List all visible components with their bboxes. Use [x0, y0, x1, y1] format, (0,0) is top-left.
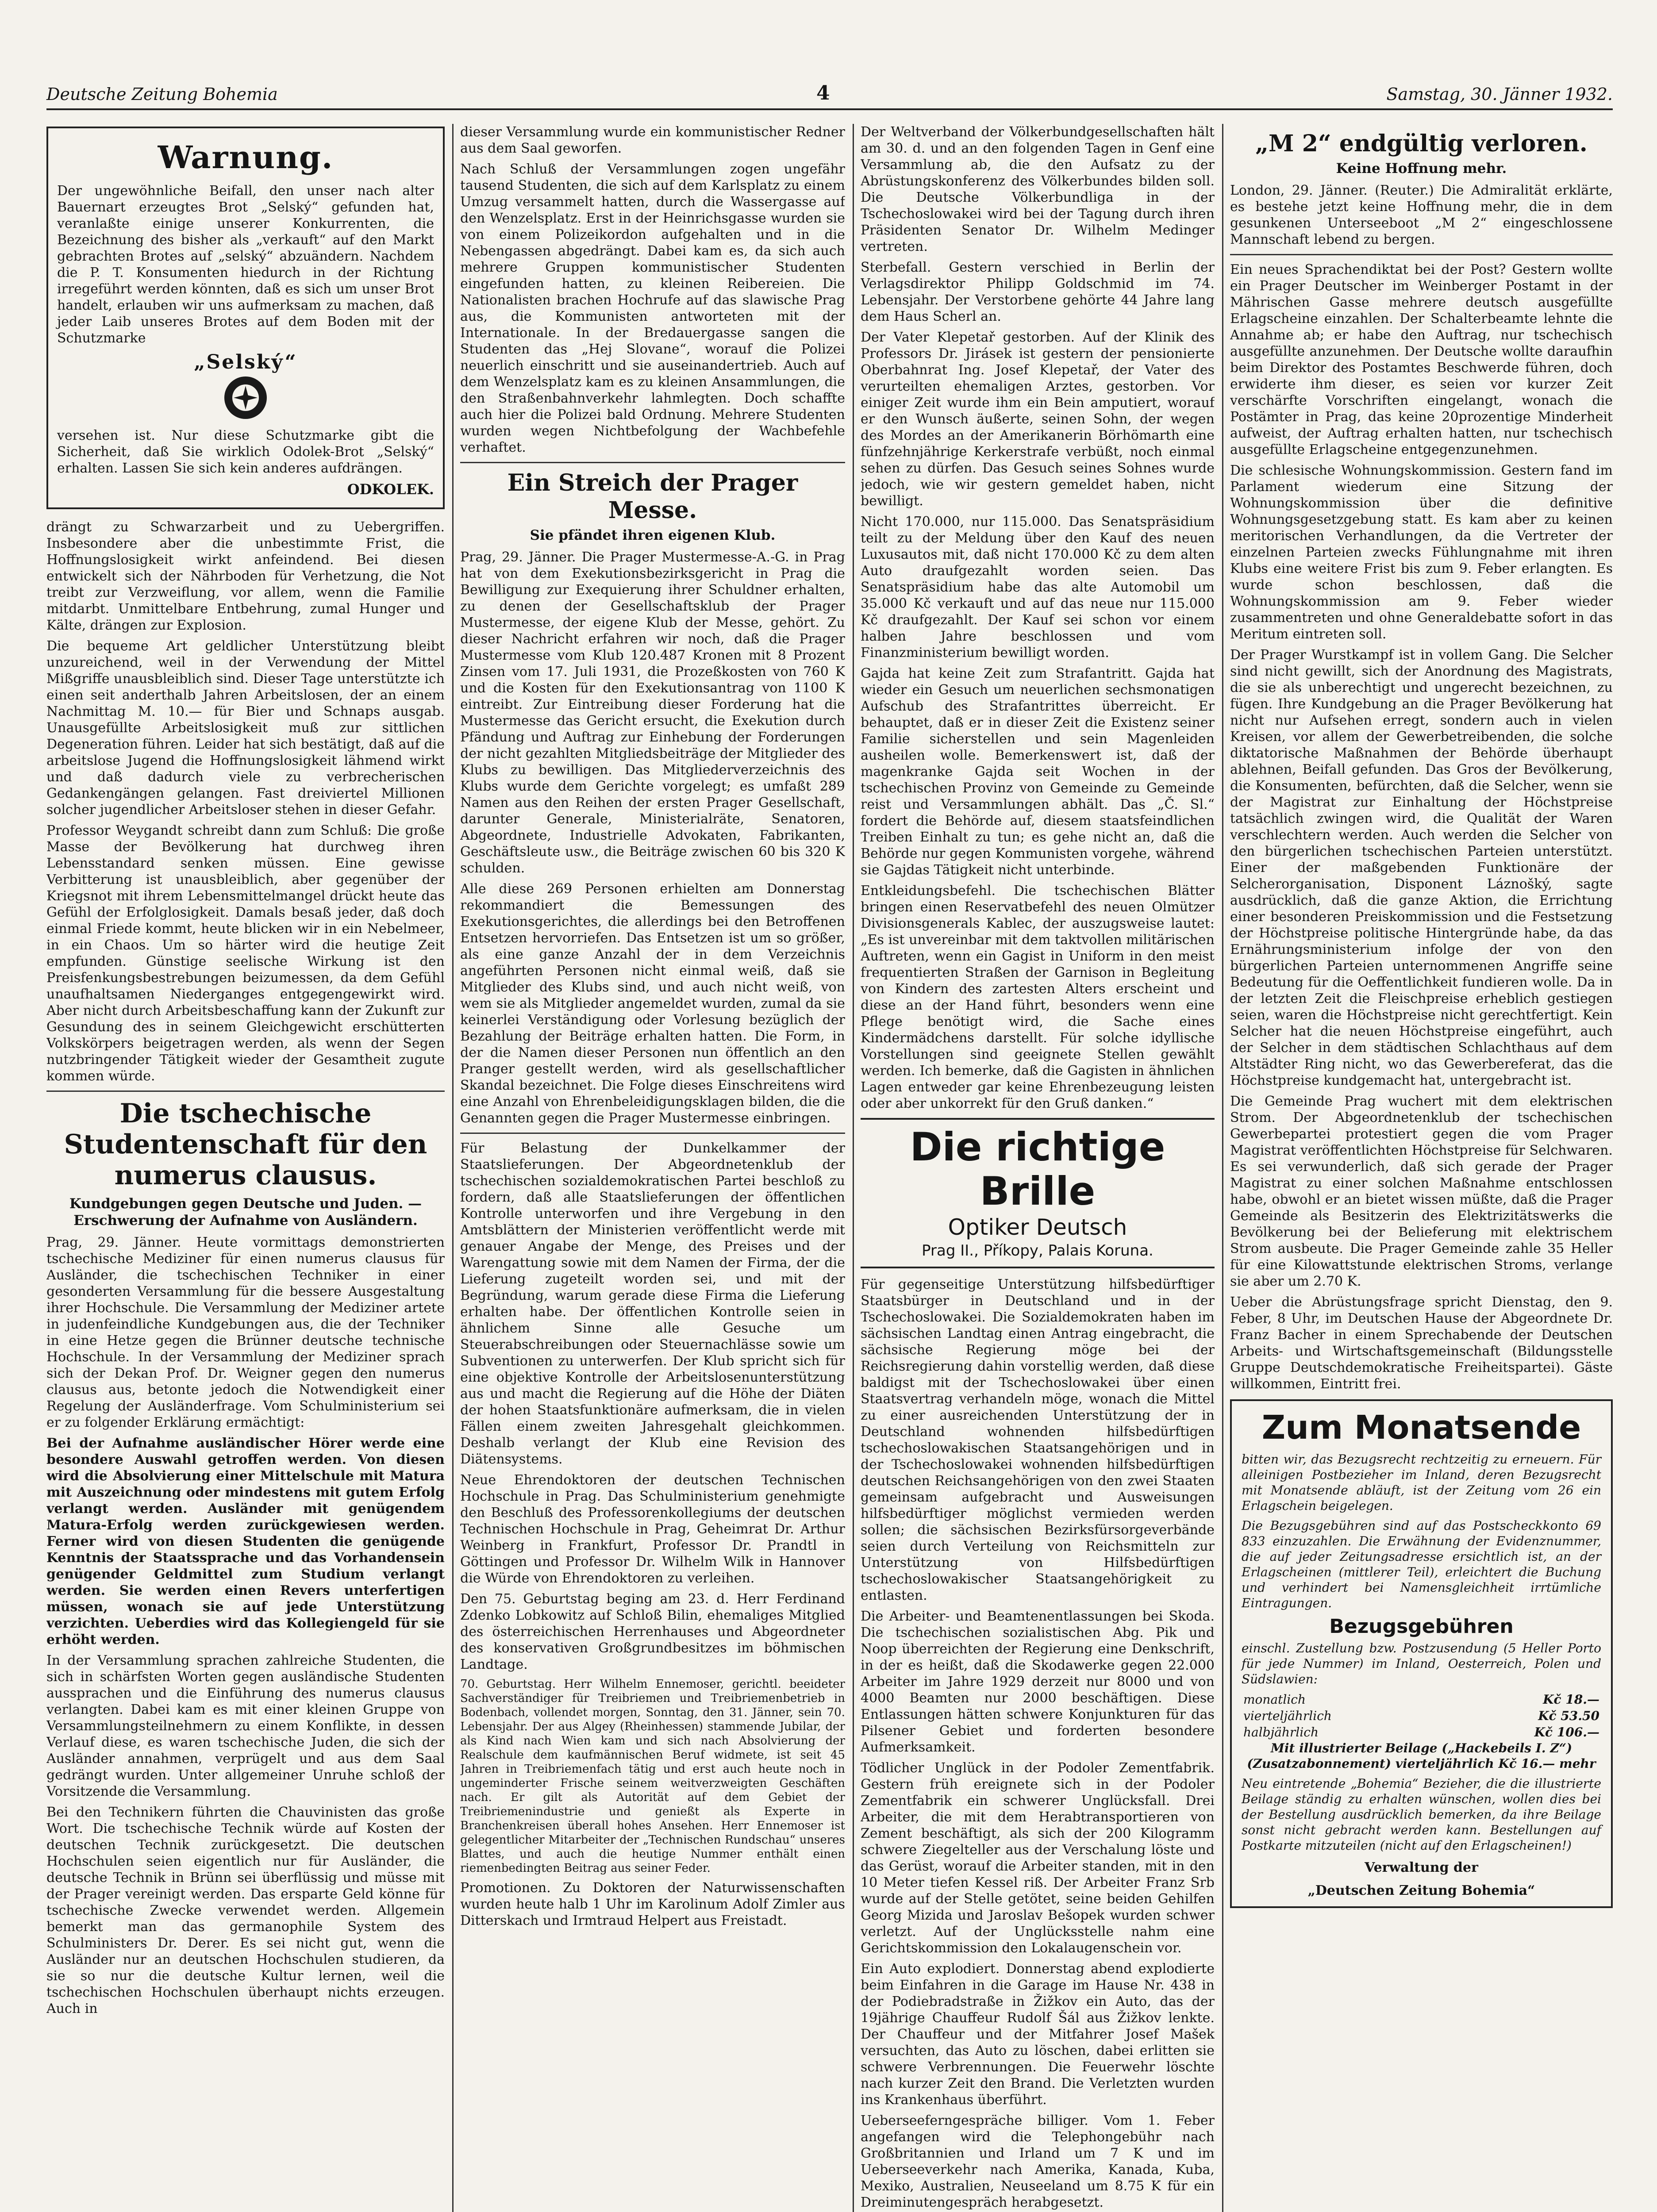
selsky-logo	[57, 351, 434, 424]
article-paragraph: drängt zu Schwarzarbeit und zu Uebergriffen. Insbesondere aber die unbestimmte Frist, die Hoffnungslosigkeit wirkt anfeindend. Bei diesen entwickelt sich der Nährboden für Verhetzung, die Not treibt zur Verzweiflung, vor allem, wenn die Familie mitdarbt. Unmittelbare Entbehrung, zumal Hunger und Kälte, drängen zur Explosion.	[46, 519, 445, 633]
headline-m2: „M 2“ endgültig verloren.	[1255, 130, 1588, 157]
column-2	[460, 124, 845, 2212]
optiker-advertisement	[861, 1118, 1215, 1268]
article-paragraph: London, 29. Jänner. (Reuter.) Die Admiralität erklärte, es bestehe jetzt keine Hoffnung mehr, die in dem gesunkenen Unterseeboot „M 2“ eingeschlossene Mannschaft lebend zu bergen.	[1230, 183, 1613, 247]
article-paragraph: Ueber die Abrüstungsfrage spricht Dienstag, den 9. Feber, 8 Uhr, im Deutschen Hause der Abgeordnete Dr. Franz Bacher in einem Sprechabende der Deutschen Arbeits- und Wirtschaftsgemeinschaft (Bildungsstelle Gruppe Deutschdemokratische Freiheitspartei). Gäste willkommen, Eintritt frei.	[1230, 1294, 1613, 1392]
issue-date: Samstag, 30. Jänner 1932.	[1386, 84, 1613, 104]
fees-title: Bezugsgebühren	[1329, 1615, 1514, 1638]
article-paragraph: Prag, 29. Jänner. Die Prager Mustermesse-A.-G. in Prag hat von dem Exekutionsbezirksgericht in Prag die Bewilligung zur Exequierung ihrer Schuldner erhalten, zu denen der Gesellschaftsklub der Prager Mustermesse, der eigene Klub der Messe, gehört. Zu dieser Nachricht erfahren wir noch, daß die Prager Mustermesse vom Klub 120.487 Kronen mit 8 Prozent Zinsen vom 17. Juli 1931, die Prozeßkosten von 760 K und die Kosten für den Exekutionsantrag von 1100 K eintreibt. Zur Eintreibung dieser Forderung hat die Mustermesse das Gericht ersucht, die Exekution durch Pfändung und Auftrag zur Einhebung der Forderungen der nicht gezahlten Mitgliedsbeiträge der Mitglieder des Klubs zu bewilligen. Das Mitgliederverzeichnis des Klubs wurde dem Gerichte vorgelegt; es umfaßt 289 Namen aus den Reihen der ersten Prager Gesellschaft, darunter Generale, Ministerialräte, Senatoren, Abgeordnete, Industrielle Advokaten, Fabrikanten, Geschäftsleute usw., die Beiträge zwischen 60 bis 320 K schulden.	[460, 549, 845, 876]
article-divider	[1230, 254, 1613, 255]
publisher-signature-line-2: „Deutschen Zeitung Bohemia“	[1307, 1883, 1535, 1898]
subscription-notice	[1230, 1399, 1613, 1908]
fee-value: Kč 53.50	[1538, 1709, 1599, 1723]
article-paragraph: Die bequeme Art geldlicher Unterstützung bleibt unzureichend, weil in der Verwendung der Mittel Mißgriffe unausbleiblich sind. Dieser Tage unterstützte ich einen seit anderthalb Jahren Arbeitslosen, der an einem Nachmittag M. 10.— für Bier und Schnaps ausgab. Unausgefüllte Arbeitslosigkeit muß zur sittlichen Degeneration führen. Leider hat sich bestätigt, daß auf die arbeitslose Jugend die Hoffnungslosigkeit lähmend wirkt und daß dadurch viele zu verbrecherischen Gedankengängen gelangen. Fast dreiviertel Millionen solcher jugendlicher Arbeitsloser stehen in dieser Gefahr.	[46, 638, 445, 818]
article-paragraph: Ein Auto explodiert. Donnerstag abend explodierte beim Einfahren in die Garage im Hause Nr. 438 in der Podiebradstraße in Žižkov ein Auto, das der 19jährige Chauffeur Rudolf Šál aus Žižkov lenkte. Der Chauffeur und der Mitfahrer Josef Mašek versuchten, das Auto zu löschen, dabei erlitten sie schwere Verbrennungen. Die Feuerwehr löschte nach kurzer Zeit den Brand. Die Verletzten wurden ins Krankenhaus überführt.	[861, 1961, 1215, 2108]
fee-label: monatlich	[1243, 1692, 1306, 1707]
masthead	[46, 82, 1613, 110]
column-rule	[452, 124, 454, 2212]
article-paragraph: Entkleidungsbefehl. Die tschechischen Blätter bringen einen Reservatbefehl des neuen Olmützer Divisionsgenerals Kablec, der auszugsweise lautet: „Es ist unvereinbar mit dem taktvollen militärischen Auftreten, wenn ein Gagist in Uniform in den meist frequentierten Straßen der Garnison in Begleitung von Kindern des zartesten Alters erscheint und diese an der Hand führt, besonders wenn eine Pflege benötigt wird, die Sache eines Kindermädchens darstellt. Für solche idyllische Vorstellungen sind geeignete Stellen gewählt werden. Ich bemerke, daß die Gagisten in ähnlichen Lagen entweder gar keine Ehrenbezeugung leisten oder aber unkorrekt für den Gruß danken.“	[861, 883, 1215, 1111]
subheadline-students: Kundgebungen gegen Deutsche und Juden. — Erschwerung der Aufnahme von Ausländern.	[69, 1196, 422, 1229]
warning-text: Der ungewöhnliche Beifall, den unser nach alter Bauernart erzeugtes Brot „Selský“ gefunden hat, veranlaßte einige unserer Konkurrenten, die Bezeichnung des bisher als „verkauft“ auf den Markt gebrachten Brotes auf „selský“ abzuändern. Nachdem die P. T. Konsumenten hiedurch in der Richtung irregeführt werden könnten, daß es sich um unser Brot handelt, erlauben wir uns aufmerksam zu machen, daß jeder Laib unseres Brotes auf dem Boden mit der Schutzmarke	[57, 183, 434, 346]
table-row	[1242, 1708, 1601, 1724]
article-paragraph: Bei der Aufnahme ausländischer Hörer werde eine besondere Auswahl getroffen werden. Von diesen wird die Absolvierung einer Mittelschule mit Matura mit Auszeichnung oder mindestens mit gutem Erfolg verlangt werden. Ausländer mit genügendem Matura-Erfolg werden zurückgewiesen werden. Ferner wird von diesen Studenten die genügende Kenntnis der Staatssprache und das Vorhandensein genügender Geldmittel zum Studium verlangt werden. Sie werden einen Revers unterfertigen müssen, wonach sie auf jede Unterstützung verzichten. Ueberdies wird das Kollegiengeld für sie erhöht werden.	[46, 1436, 445, 1647]
article-paragraph: Gajda hat keine Zeit zum Strafantritt. Gajda hat wieder ein Gesuch um neuerlichen sechsmonatigen Aufschub des Strafantrittes überreicht. Er behauptet, daß er in dieser Zeit die Existenz seiner Familie sicherstellen und sein Magenleiden ausheilen wolle. Bemerkenswert ist, daß der magenkranke Gajda seit Wochen in der tschechischen Provinz von Gemeinde zu Gemeinde reist und Versammlungen abhält. Das „Č. Sl.“ fordert die Behörde auf, diesem staatsfeindlichen Treiben Einhalt zu tun; es gehe nicht an, daß die Behörde nur gegen Kommunisten vorgehe, während sie Gajdas Tätigkeit nicht unterbinde.	[861, 666, 1215, 878]
subscription-title: Zum Monatsende	[1261, 1409, 1581, 1447]
newspaper-name: Deutsche Zeitung Bohemia	[46, 84, 278, 104]
article-paragraph: Bei den Technikern führten die Chauvinisten das große Wort. Die tschechische Technik würde auf Kosten der deutschen Technik zurückgesetzt. Die deutschen Hochschulen seien eigentlich nur für Ausländer, die deutsche Technik in Brünn sei überflüssig und müsse mit der Prager vereinigt werden. Das ersparte Geld könne für tschechische Zwecke verwendet werden. Allgemein bemerkt man das germanophile System des Schulministers Dr. Derer. Es sei nicht gut, wenn die Ausländer nur an deutschen Hochschulen studieren, da sie so nur die deutsche Kultur lernen, weil die tschechischen Hochschulen überhaupt nichts erzeugen. Auch in	[46, 1805, 445, 2016]
article-paragraph: Sterbefall. Gestern verschied in Berlin der Verlagsdirektor Philipp Goldschmid im 74. Lebensjahr. Der Verstorbene gehörte 44 Jahre lang dem Haus Scherl an.	[861, 260, 1215, 324]
subscription-note: Neu eintretende „Bohemia“ Bezieher, die die illustrierte Beilage ständig zu erhalten wünschen, wollen dies bei der Bestellung ausdrücklich bemerken, da ihre Beilage sonst nicht gebracht werden kann. Bestellungen auf Postkarte mitzuteilen (nicht auf den Erlagscheinen!)	[1242, 1776, 1601, 1853]
article-paragraph: Für Belastung der Dunkelkammer der Staatslieferungen. Der Abgeordnetenklub der tschechischen sozialdemokratischen Partei beschloß zu fordern, daß alle Staatslieferungen der öffentlichen Kontrolle unterworfen und ihre Vergebung in den Amtsblättern der Ministerien veröffentlicht werde mit genauer Angabe der Menge, des Preises und der Warengattung sowie mit dem Namen der Firma, der die Lieferung zugeteilt worden sei, und mit der Begründung, warum gerade diese Firma die Lieferung erhalten habe. Der öffentlichen Kontrolle seien in ähnlichem Sinne alle Gesuche um Steuerabschreibungen oder Steuernachlässe sowie um Subventionen zu unterwerfen. Der Klub spricht sich für eine objektive Kontrolle der Arbeitslosenunterstützung aus und macht die Regierung auf die Höhe der Diäten der hohen Staatsfunktionäre aufmerksam, die in vielen Fällen einem zweiten Jahresgehalt gleichkommen. Deshalb verlangt der Klub eine Revision des Diätensystems.	[460, 1141, 845, 1467]
article-paragraph: Prag, 29. Jänner. Heute vormittags demonstrierten tschechische Mediziner für einen numerus clausus für Ausländer, die tschechischen Techniker in einer gesonderten Versammlung für die bessere Ausgestaltung ihrer Hochschule. Die Versammlung der Mediziner artete in judenfeindliche Kundgebungen aus, die der Techniker in eine Hetze gegen die Brünner deutsche technische Hochschule. In der Versammlung der Mediziner sprach sich der Dekan Prof. Dr. Weigner gegen den numerus clausus aus, betonte jedoch die Notwendigkeit einer Regelung der Ausländerfrage. Vom Schulministerium sei er zu folgender Erklärung ermächtigt:	[46, 1235, 445, 1430]
article-paragraph: Neue Ehrendoktoren der deutschen Technischen Hochschule in Prag. Das Schulministerium genehmigte den Beschluß des Professorenkollegiums der deutschen Technischen Hochschule in Prag, Geheimrat Dr. Arthur Weinberg in Frankfurt, Professor Dr. Prandtl in Göttingen und Professor Dr. Wilhelm Wilk in Hannover die Würde von Ehrendoktoren zu verleihen.	[460, 1472, 845, 1586]
column-rule	[1222, 124, 1223, 2212]
headline-students: Die tschechische Studentenschaft für den numerus clausus.	[64, 1098, 427, 1191]
article-paragraph: Der Vater Klepetař gestorben. Auf der Klinik des Professors Dr. Jirásek ist gestern der pensionierte Oberbahnrat Ing. Josef Klepetař, der Vater des verurteilten ehemaligen Arztes, gestorben. Vor einiger Zeit wurde ihm ein Bein amputiert, worauf er den Wunsch äußerte, seinen Sohn, der wegen des Mordes an der Amerikanerin Börhömarth eine fünfzehnjährige Kerkerstrafe verbüßt, noch einmal sehen zu dürfen. Das Gesuch seines Sohnes wurde jedoch, wie wir gestern gemeldet haben, nicht bewilligt.	[861, 330, 1215, 509]
subscription-note: bitten wir, das Bezugsrecht rechtzeitig zu erneuern. Für alleinigen Postbezieher im Inland, deren Bezugsrecht mit Monatsende abläuft, ist der Zeitung vom 26 ein Erlagschein beigelegen.	[1242, 1452, 1601, 1513]
article-paragraph: Promotionen. Zu Doktoren der Naturwissenschaften wurden heute halb 1 Uhr im Karolinum Adolf Zimler aus Ditterskach und Irmtraud Helpert aus Freistadt.	[460, 1880, 845, 1928]
headline-prager-messe: Ein Streich der Prager Messe.	[507, 469, 798, 524]
fee-label: vierteljährlich	[1243, 1709, 1332, 1723]
supplement-note: Mit illustrierter Beilage („Hackebeils I. Z“) (Zusatzabonnement) vierteljährlich Kč 16.— mehr	[1247, 1741, 1596, 1771]
article-divider	[460, 462, 845, 463]
article-paragraph: Der Prager Wurstkampf ist in vollem Gang. Die Selcher sind nicht gewillt, sich der Anordnung des Magistrats, die sie als unberechtigt und ungerecht bezeichnen, zu fügen. Ihre Kundgebung an die Prager Bevölkerung hat nicht nur Aufsehen erregt, sondern auch in vielen Kreisen, vor allem der Gewerbetreibenden, die solche diktatorische Maßnahmen der Behörde überhaupt ablehnen, Beifall gefunden. Das Gros der Bevölkerung, die Konsumenten, befürchten, daß die Selcher, wenn sie der Magistrat zur Einhaltung der Höchstpreise tatsächlich zwingen wird, die Qualität der Waren verschlechtern werden. Auch werden die Selcher von den bürgerlichen tschechischen Parteien unterstützt. Einer der maßgebenden Funktionäre der Selcherorganisation, Disponent Láznošký, sagte ausdrücklich, daß die ganze Aktion, die Errichtung einer besonderen Preiskommission und die Festsetzung der Höchstpreise politische Hintergründe habe, da das Ernährungsministerium infolge der von den bürgerlichen Parteien unternommenen Angriffe seine Bedeutung für die Oeffentlichkeit fundieren wolle. Da in der letzten Zeit die Fleischpreise erheblich gestiegen seien, waren die Höchstpreise nicht gerechtfertigt. Kein Selcher hat die neuen Höchstpreise eingeführt, auch der Selcher in dem städtischen Schlachthaus auf dem Altstädter Ring nicht, wo das Gewerbereferat, das die Höchstpreise kundgemacht hat, untergebracht ist.	[1230, 647, 1613, 1088]
article-paragraph: Der Weltverband der Völkerbundgesellschaften hält am 30. d. und an den folgenden Tagen in Genf eine Versammlung ab, die den Aufsatz zu der Abrüstungskonferenz des Völkerbundes bilden soll. Die Deutsche Völkerbundliga in der Tschechoslowakei wird bei der Tagung durch ihren Präsidenten Senator Dr. Wilhelm Medinger vertreten.	[861, 124, 1215, 254]
article-paragraph: Tödlicher Unglück in der Podoler Zementfabrik. Gestern früh ereignete sich in der Podoler Zementfabrik ein schwerer Unglücksfall. Drei Arbeiter, die mit dem Herabtransportieren von Zement beschäftigt, als sich der 200 Kilogramm schwere Ziegelteller aus der Verschalung löste und das Gerüst, worauf die Arbeiter standen, mit in den 10 Meter tiefen Kessel riß. Der Arbeiter Franz Srb wurde auf der Stelle getötet, seine beiden Gehilfen Georg Mizida und Jaroslav Bešopek wurden schwer verletzt. Auf der Unglücksstelle nahm eine Gerichtskommission den Lokalaugenschein vor.	[861, 1760, 1215, 1956]
article-divider	[46, 1091, 445, 1092]
warning-title: Warnung.	[158, 139, 334, 176]
fee-value: Kč 106.—	[1534, 1725, 1599, 1740]
ad-shop-name: Optiker Deutsch	[948, 1214, 1127, 1240]
ad-address: Prag II., Příkopy, Palais Koruna.	[922, 1242, 1153, 1260]
article-paragraph: dieser Versammlung wurde ein kommunistischer Redner aus dem Saal geworfen.	[460, 124, 845, 156]
fee-value: Kč 18.—	[1543, 1692, 1599, 1707]
article-paragraph: Die Gemeinde Prag wuchert mit dem elektrischen Strom. Der Abgeordnetenklub der tschechischen Gewerbepartei protestiert gegen die vom Prager Magistrat veröffentlichten Höchstpreise für Selchwaren. Es sei verwunderlich, daß sich gerade der Prager Magistrat zu einer solchen Maßnahme entschlossen habe, obwohl er an bietet wissen müßte, daß die Prager Gemeinde als Besitzerin des Elektrizitätswerks die Bevölkerung bei der Belieferung mit elektrischem Strom ausbeute. Die Prager Gemeinde zahle 35 Heller für eine Kilowattstunde elektrischen Stroms, verlange sie aber um 2.70 K.	[1230, 1094, 1613, 1289]
article-paragraph: Nicht 170.000, nur 115.000. Das Senatspräsidium teilt zu der Meldung über den Kauf des neuen Luxusautos mit, daß nicht 170.000 Kč zu dem alten Auto draufgezahlt worden seien. Das Senatspräsidium habe das alte Automobil um 35.000 Kč verkauft und auf das neue nur 115.000 Kč draufgezahlt. Der Kauf sei schon vor einem halben Jahre beschlossen und vom Finanzministerium bewilligt worden.	[861, 514, 1215, 661]
article-paragraph: Professor Weygandt schreibt dann zum Schluß: Die große Masse der Bevölkerung hat durchweg ihren Lebensstandard senken müssen. Eine gewisse Verbitterung ist unausbleiblich, aber gegenüber der Kriegsnot mit ihrem Lebensmittelmangel drückt heute das Gefühl der Erfolglosigkeit. Damals besaß jeder, daß doch einmal Friede kommt, heute blicken wir in ein Nebelmeer, in ein Chaos. Um so härter wird die heutige Zeit empfunden. Günstige seelische Wirkung ist den Preisfenkungsbestrebungen beizumessen, da dem Gefühl unaufhaltsamen Niederganges entgegengewirkt wird. Aber nicht durch Arbeitsbeschaffung kann der Zukunft zur Gesundung des in seinem Gleichgewicht erschütterten Volkskörpers beigetragen werden, als wenn der Segen nutzbringender Tätigkeit wieder der Gesamtheit zugute kommen würde.	[46, 823, 445, 1084]
subheadline-m2: Keine Hoffnung mehr.	[1336, 161, 1507, 177]
publisher-signature-line-1: Verwaltung der	[1365, 1860, 1478, 1875]
page-number: 4	[816, 82, 830, 104]
brand-name: „Selský“	[194, 351, 297, 373]
article-paragraph: Für gegenseitige Unterstützung hilfsbedürftiger Staatsbürger in Deutschland und in der Tschechoslowakei. Die Sozialdemokraten haben im sächsischen Landtag einen Antrag eingebracht, die sächsische Regierung möge bei der Reichsregierung dahin vorstellig werden, daß diese baldigst mit der Tschechoslowakei über einen Staatsvertrag verhandeln möge, wonach die Mittel zu einer ausreichenden Unterstützung der in Deutschland wohnenden hilfsbedürftigen tschechoslowakischen Staatsangehörigen und in der Tschechoslowakei wohnenden hilfsbedürftigen deutschen Reichsangehörigen von den zwei Staaten gemeinsam aufgebracht und Ausweisungen hilfsbedürftiger möglichst vermieden werden sollen; die sächsischen Bezirksfürsorgeverbände seien durch Verteilung von Reichsmitteln zur Unterstützung von Hilfsbedürftigen tschechoslowakischer Staatsangehörigkeit zu entlasten.	[861, 1277, 1215, 1603]
table-row	[1242, 1724, 1601, 1740]
article-paragraph: Die Arbeiter- und Beamtenentlassungen bei Skoda. Die tschechischen sozialistischen Abg. Pik und Noop überreichten der Regierung eine Denkschrift, in der es heißt, daß die Skodawerke gegen 22.000 Arbeiter im Jahre 1929 derzeit nur 8000 und von 4000 Beamten nur 2000 beschäftigen. Diese Entlassungen hätten schwere Konjunkturen für das Pilsener Gebiet und forderten besondere Aufmerksamkeit.	[861, 1609, 1215, 1755]
article-paragraph: Die schlesische Wohnungskommission. Gestern fand im Parlament wiederum eine Sitzung der Wohnungskommission über die definitive Wohnungsgesetzgebung statt. Es kam aber zu keinen meritorischen Verhandlungen, da die Vertreter der einzelnen Parteien zwecks Fühlungnahme mit ihren Klubs eine weitere Frist bis zum 9. Feber erlangten. Es wurde schon beschlossen, daß die Wohnungskommission am 9. Feber wieder zusammentreten und ohne Generaldebatte sofort in das Meritum eintreten soll.	[1230, 463, 1613, 642]
subscription-note: Die Bezugsgebühren sind auf das Postscheckkonto 69 833 einzuzahlen. Die Erwähnung der Evidenznummer, die auf jeder Zeitungsadresse ersichtlich ist, an der Erlagscheinen (mittlerer Teil), erleichtert die Buchung und verhindert bei Namensgleichheit irrtümliche Eintragungen.	[1242, 1518, 1601, 1610]
article-paragraph: Ein neues Sprachendiktat bei der Post? Gestern wollte ein Prager Deutscher im Weinberger Postamt in der Mährischen Gasse mehrere deutsch ausgefüllte Erlagscheine einzahlen. Der Schalterbeamte lehnte die Annahme ab; er habe den Auftrag, nur tschechisch ausgefüllte anzunehmen. Der Deutsche wollte daraufhin beim Direktor des Postamtes Beschwerde führen, doch erwiderte ihm dieser, es seien vor kurzer Zeit verschärfte Vorschriften eingelangt, wonach die Postämter in Prag, das keine 20prozentige Minderheit aufweist, der Auftrag erhalten hatten, nur tschechisch ausgefüllte Erlagscheine entgegenzunehmen.	[1230, 262, 1613, 457]
article-paragraph: 70. Geburtstag. Herr Wilhelm Ennemoser, gerichtl. beeideter Sachverständiger für Treibriemen und Treibriemenbetrieb in Bodenbach, vollendet morgen, Sonntag, den 31. Jänner, sein 70. Lebensjahr. Der aus Algey (Rheinhessen) stammende Jubilar, der als Kind nach Wien kam und sich nach Absolvierung der Realschule dem kaufmännischen Beruf widmete, ist seit 45 Jahren in Treibriemenfach tätig und erst auch heute noch in ungeminderter Frische seinem weitverzweigten Geschäften nach. Er gilt als Autorität auf dem Gebiet der Treibriemenindustrie und genießt als Experte in Branchenkreisen überall hohes Ansehen. Herr Ennemoser ist gelegentlicher Mitarbeiter der „Technischen Rundschau“ unseres Blattes, und auch die heutige Nummer enthält einen riemenbedingten Beitrag aus seiner Feder.	[460, 1678, 845, 1875]
article-paragraph: Alle diese 269 Personen erhielten am Donnerstag rekommandiert die Bemessungen des Exekutionsgerichtes, die allerdings bei den Betroffenen Entsetzen hervorriefen. Das Entsetzen ist um so größer, als eine ganze Anzahl der in dem Verzeichnis angeführten Personen nicht einmal weiß, daß sie Mitglieder des Klubs sind, und auch nicht weiß, von wem sie als Mitglieder angemeldet wurden, zumal da sie keinerlei Verständigung oder Vorlesung bezüglich der Bezahlung der Beiträge erhalten hatten. Die Form, in der die Namen dieser Personen nun öffentlich an den Pranger gestellt werden, wird als gesellschaftlicher Skandal bezeichnet. Die Folge dieses Einschreitens wird eine Anzahl von Ehrenbeleidigungsklagen bilden, die die Genannten gegen die Prager Mustermesse einbringen.	[460, 881, 845, 1126]
trademark-emblem-icon	[221, 373, 270, 422]
table-row	[1242, 1691, 1601, 1708]
fee-label: halbjährlich	[1243, 1725, 1319, 1740]
odkolek-advertisement	[46, 127, 445, 509]
ad-headline: Die richtige Brille	[910, 1124, 1165, 1214]
column-4	[1230, 124, 1613, 2212]
article-paragraph: In der Versammlung sprachen zahlreiche Studenten, die sich in schärfsten Worten gegen ausländische Studenten aussprachen und die Einführung des numerus clausus verlangten. Dabei kam es mit einer kleinen Gruppe von Versammlungsteilnehmern zu einem Konflikte, in dessen Verlauf diese, es waren tschechische Juden, die sich der Ausländer annahmen, verprügelt und aus dem Saal gedrängt wurden. Unter allgemeiner Unruhe schloß der Vorsitzende die Versammlung.	[46, 1653, 445, 1799]
warning-text-2: versehen ist. Nur diese Schutzmarke gibt die Sicherheit, daß Sie wirklich Odolek-Brot „Selský“ erhalten. Lassen Sie sich kein anderes aufdrängen.	[57, 428, 434, 476]
fees-intro: einschl. Zustellung bzw. Postzusendung (5 Heller Porto für jede Nummer) im Inland, Oesterreich, Polen und Südslawien:	[1242, 1641, 1601, 1686]
fees-table	[1242, 1691, 1601, 1740]
column-3	[861, 124, 1215, 2212]
article-paragraph: Nach Schluß der Versammlungen zogen ungefähr tausend Studenten, die sich auf dem Karlsplatz zu einem Umzug versammelt hatten, durch die Wassergasse auf den Wenzelsplatz. Erst in der Heinrichsgasse wurden sie von einem Polizeikordon aufgehalten und in die Nebengassen abgedrängt. Dabei kam es, da sich auch mehrere Gruppen kommunistischer Studenten eingefunden hatten, zu kleinen Reibereien. Die Nationalisten brachen Hochrufe auf das slawische Prag aus, die Kommunisten antworteten mit der Internationale. In der Bredauergasse sangen die Studenten das „Hej Slovane“, worauf die Polizei neuerlich einschritt und sie auseinandertrieb. Auch auf dem Wenzelsplatz kam es zu kleinen Ansammlungen, die den Straßenbahnverkehr lahmlegten. Doch schaffte auch hier die Polizei bald Ordnung. Mehrere Studenten wurden wegen Nichtbefolgung der Wachbefehle verhaftet.	[460, 161, 845, 455]
subheadline-prager-messe: Sie pfändet ihren eigenen Klub.	[530, 527, 776, 543]
column-rule	[853, 124, 854, 2212]
article-divider	[460, 1133, 845, 1134]
column-1	[46, 124, 445, 2212]
article-paragraph: Den 75. Geburtstag beging am 23. d. Herr Ferdinand Zdenko Lobkowitz auf Schloß Bilin, ehemaliges Mitglied des österreichischen Herrenhauses und Abgeordneter des konservativen Großgrundbesitzes im böhmischen Landtage.	[460, 1591, 845, 1672]
advertiser-signature: ODKOLEK.	[347, 481, 434, 498]
article-paragraph: Ueberseeferngespräche billiger. Vom 1. Feber angefangen wird die Telephongebühr nach Großbritannien und Irland um 7 K und im Ueberseeverkehr nach Amerika, Kanada, Kuba, Mexiko, Australien, Neuseeland um 8.75 K für ein Dreiminutengespräch herabgesetzt.	[861, 2113, 1215, 2210]
